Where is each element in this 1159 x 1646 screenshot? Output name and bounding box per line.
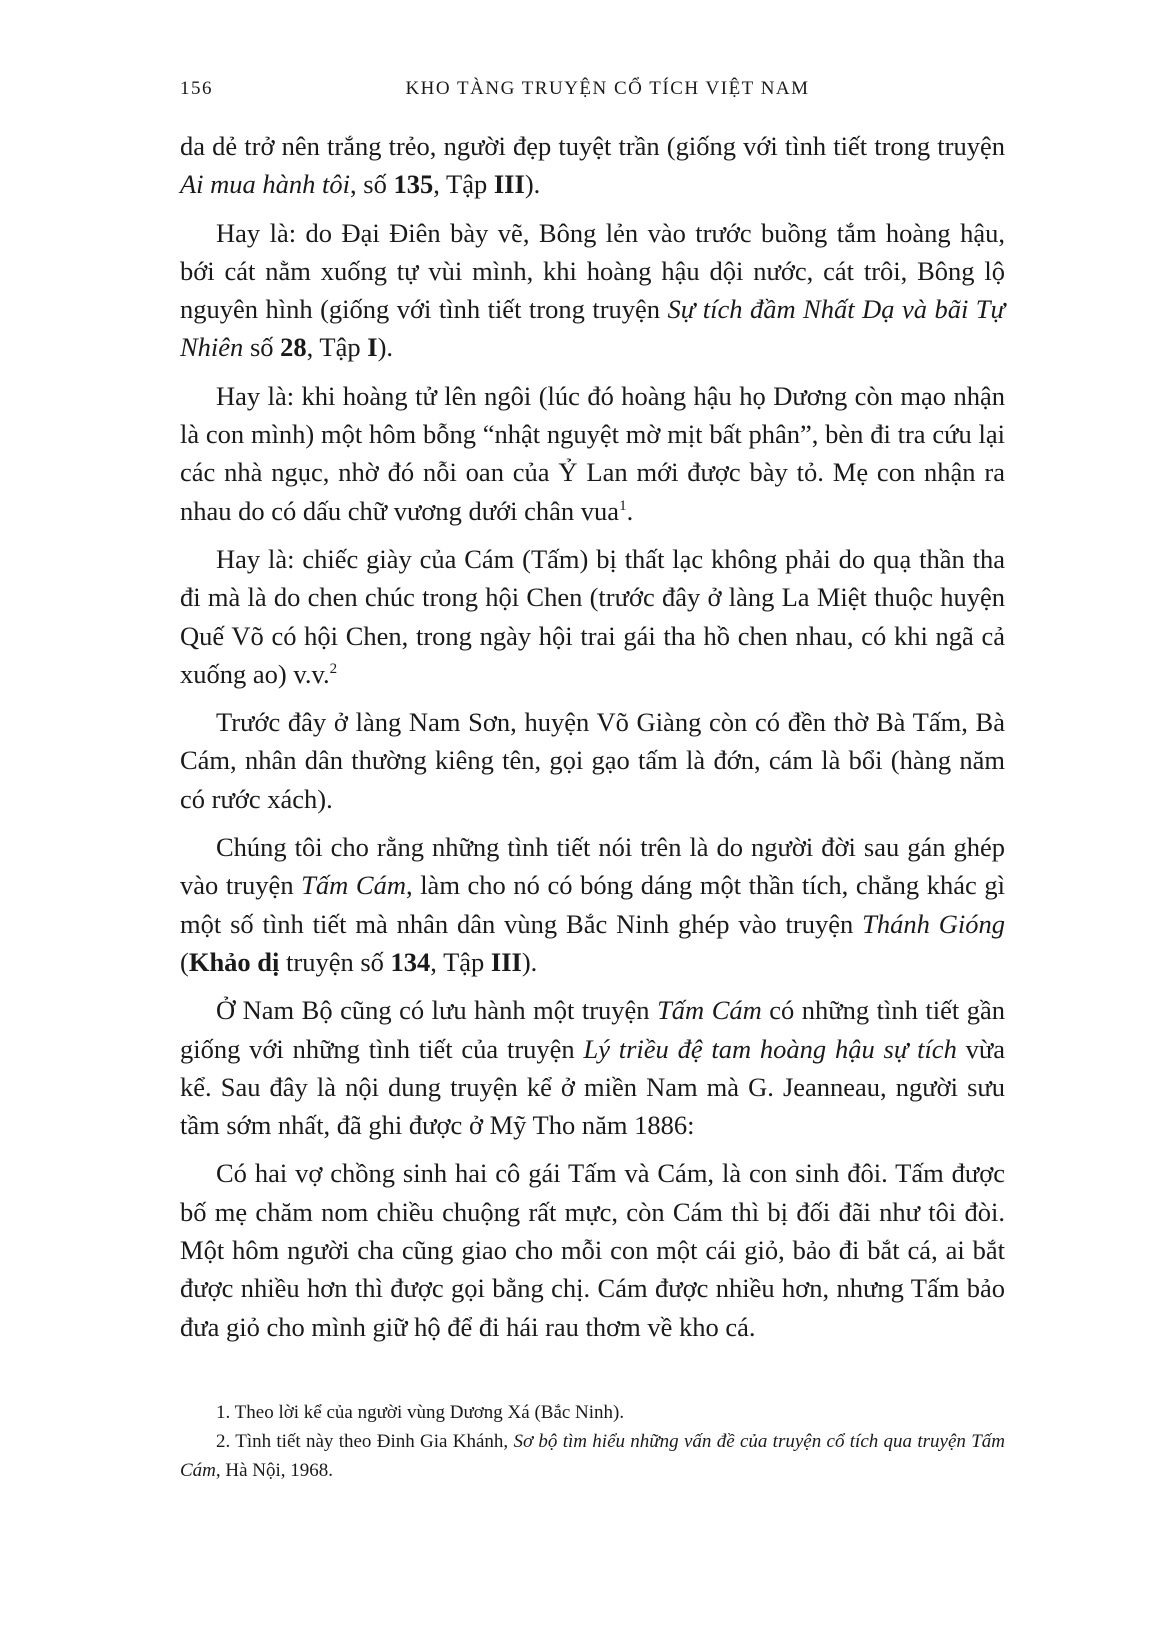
page-header (180, 78, 1005, 108)
footnote-ref[interactable]: 2 (329, 661, 338, 678)
volume-number: I (367, 332, 378, 363)
text-span: , số (350, 169, 394, 200)
text-span: số (243, 332, 281, 363)
story-title: Tấm Cám (301, 870, 406, 901)
paragraph-3 (180, 377, 1005, 530)
story-number: 28 (280, 332, 307, 363)
text-span: ). (524, 169, 541, 200)
footnotes (180, 1398, 1005, 1485)
story-title: Lý triều đệ tam hoàng hậu sự tích (583, 1033, 957, 1064)
text-span: , Tập (433, 169, 494, 200)
running-title: KHO TÀNG TRUYỆN CỔ TÍCH VIỆT NAM (405, 78, 810, 99)
text-span: ). (521, 946, 538, 977)
text-span: Ở Nam Bộ cũng có lưu hành một truyện (216, 995, 658, 1026)
footnote-ref[interactable]: 1 (619, 497, 627, 514)
text-span: có những tình tiết gần giống với những tình tiết của truyện (180, 995, 1005, 1064)
footnote-1: 1. Theo lời kể của người vùng Dương Xá (Bắc Ninh). (216, 1402, 625, 1423)
text-span: . (626, 495, 634, 526)
page-number: 156 (180, 78, 213, 99)
text-span: , Tập (430, 946, 491, 977)
text-span: , Tập (306, 332, 368, 363)
story-title: Thánh Gióng (862, 908, 1005, 939)
story-number: 135 (393, 169, 434, 200)
paragraph-1 (180, 127, 1005, 204)
story-title: Ai mua hành tôi (180, 169, 351, 200)
text-span: da dẻ trở nên trắng trẻo, người đẹp tuyệt trần (giống với tình tiết trong truyện (180, 131, 1005, 161)
story-title: Sự tích đầm Nhất Dạ và bãi Tự Nhiên (180, 294, 1005, 363)
footnote-2 (180, 1427, 1005, 1485)
volume-number: III (490, 946, 522, 977)
text-span: Hay là: khi hoàng tử lên ngôi (lúc đó hoàng hậu họ Dương còn mạo nhận là con mình) một hôm bỗng “nhật nguyệt mờ mịt bất phân”, bèn đi tra cứu lại các nhà ngục, nhờ đó nỗi oan của Ỷ Lan mới được bày tỏ. Mẹ con nhận ra nhau do có dấu chữ vương dưới chân vua (180, 380, 1005, 526)
paragraph-8: Có hai vợ chồng sinh hai cô gái Tấm và Cám, là con sinh đôi. Tấm được bố mẹ chăm nom chiều chuộng rất mực, còn Cám thì bị đối đãi như tôi đòi. Một hôm người cha cũng giao cho mỗi con một cái giỏ, bảo đi bắt cá, ai bắt được nhiều hơn thì được gọi bằng chị. Cám được nhiều hơn, nhưng Tấm bảo đưa giỏ cho mình giữ hộ để đi hái rau thơm về kho cá. (180, 1158, 1005, 1342)
paragraph-4 (180, 540, 1005, 693)
text-span: , làm cho nó có bóng dáng một thần tích, chẳng khác gì một số tình tiết mà nhân dân vùng Bắc Ninh ghép vào truyện (180, 870, 1005, 939)
paragraph-7 (180, 991, 1005, 1144)
text-span: ( (180, 946, 189, 977)
volume-number: III (493, 169, 525, 200)
body-text (180, 127, 1005, 1346)
text-span: 2. Tình tiết này theo Đinh Gia Khánh, (216, 1431, 514, 1452)
story-title: Tấm Cám (657, 995, 762, 1026)
book-title: Sơ bộ tìm hiểu những vấn đề của truyện cổ tích qua truyện Tấm Cám (180, 1431, 1005, 1481)
text-span: Hay là: chiếc giày của Cám (Tấm) bị thất lạc không phải do quạ thần tha đi mà là do chen chúc trong hội Chen (trước đây ở làng La Miệt thuộc huyện Quế Võ có hội Chen, trong ngày hội trai gái tha hồ chen nhau, có khi ngã cả xuống ao) v.v. (180, 543, 1005, 689)
paragraph-2 (180, 214, 1005, 367)
variant-label: Khảo dị (188, 946, 280, 977)
paragraph-6 (180, 828, 1005, 981)
text-span: vừa kể. Sau đây là nội dung truyện kể ở miền Nam mà G. Jeanneau, người sưu tầm sớm nhất, đã ghi được ở Mỹ Tho năm 1886: (180, 1033, 1005, 1141)
story-number: 134 (390, 946, 431, 977)
text-span: truyện số (279, 946, 391, 977)
text-span: , Hà Nội, 1968. (215, 1460, 334, 1481)
paragraph-5: Trước đây ở làng Nam Sơn, huyện Võ Giàng còn có đền thờ Bà Tấm, Bà Cám, nhân dân thường kiêng tên, gọi gạo tấm là đớn, cám là bổi (hàng năm có rước xách). (180, 707, 1005, 814)
text-span: ). (377, 332, 394, 363)
text-span: Hay là: do Đại Điên bày vẽ, Bông lẻn vào trước buồng tắm hoàng hậu, bới cát nằm xuống tự vùi mình, khi hoàng hậu dội nước, cát trôi, Bông lộ nguyên hình (giống với tình tiết trong truyện (180, 217, 1005, 325)
text-span: Chúng tôi cho rằng những tình tiết nói trên là do người đời sau gán ghép vào truyện (180, 832, 1005, 901)
